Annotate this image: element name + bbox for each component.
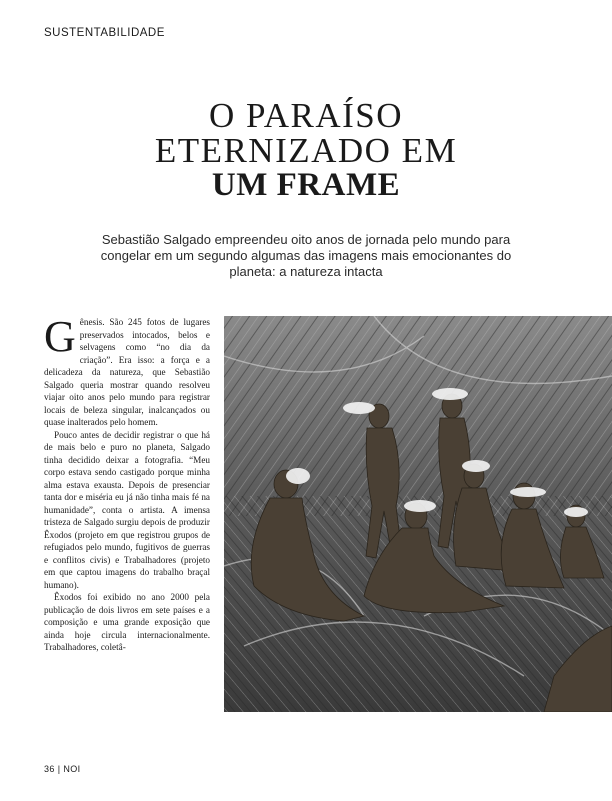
photo-illustration	[224, 316, 612, 712]
paragraph-1-text: ênesis. São 245 fotos de lugares preservados intocados, belos e selvagens como “no dia da criação”. Era isso: a força e a delicadeza da natureza, que Sebastião Salgado queria mostrar quando resolveu viajar oito anos pelo mundo para registrar locais de beleza singular, inalcançados ou quase inalterados pelo homem.	[44, 317, 210, 427]
headline-line-1: O PARAÍSO	[208, 96, 404, 135]
drop-cap: G	[44, 312, 76, 361]
feature-photo	[224, 316, 612, 712]
page-footer	[44, 764, 81, 774]
page-number: 36	[44, 764, 55, 774]
headline	[0, 98, 612, 203]
paragraph-3: Êxodos foi exibido no ano 2000 pela publicação de dois livros em sete países e a composição e uma grande exposição que ainda hoje circula internacionalmente. Trabalhadores, coletâ-	[44, 592, 210, 652]
standfirst: Sebastião Salgado empreendeu oito anos de jornada pelo mundo para congelar em um segundo algumas das imagens mais emocionantes do planeta: a natureza intacta	[100, 232, 512, 279]
magazine-name: NOI	[63, 764, 81, 774]
article-body	[44, 312, 210, 654]
paragraph-2: Pouco antes de decidir registrar o que há de mais belo e puro no planeta, Salgado tinha decidido deixar a fotografia. “Meu corpo estava sendo castigado porque minha alma estava exausta. Depois de presenciar tanta dor e miséria eu já não tinha mais fé na humanidade”, conta o artista. A imensa tristeza de Salgado surgiu depois de produzir Êxodos (projeto em que registrou grupos de refugiados pelo mundo, fugitivos de guerras e conflitos civis) e Trabalhadores (projeto em que captou imagens do trabalho braçal humano).	[44, 429, 210, 590]
headline-line-3: UM FRAME	[211, 167, 401, 203]
paragraph-1	[44, 312, 210, 429]
footer-separator: |	[57, 764, 61, 774]
section-label: SUSTENTABILIDADE	[44, 27, 165, 39]
headline-line-2: ETERNIZADO EM	[154, 131, 458, 170]
